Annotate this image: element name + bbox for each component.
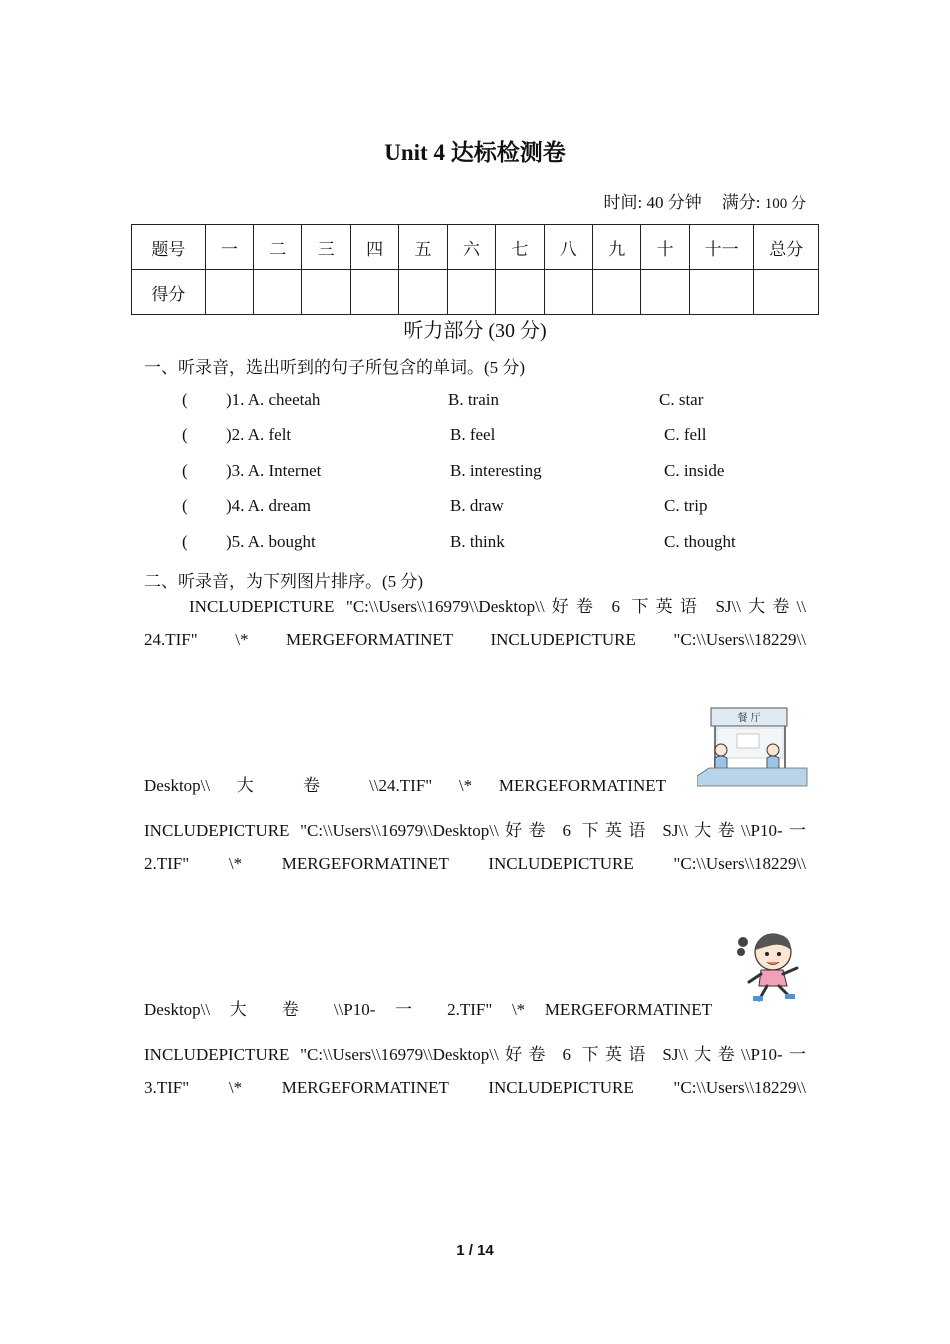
option-b: B. draw (450, 496, 504, 515)
score-cell[interactable] (641, 270, 689, 315)
answer-paren: ( (182, 390, 188, 409)
field-code-line: INCLUDEPICTURE "C:\\Users\\16979\\Desktop\\好卷 6 下英语 SJ\\大卷\\P10-一 (144, 821, 806, 840)
header-cell: 十一 (689, 225, 754, 270)
score-cell[interactable] (593, 270, 641, 315)
section-title: 听力部分 (30 分) (403, 320, 547, 342)
option-b: B. feel (450, 425, 496, 444)
field-code-line: 2.TIF" \* MERGEFORMATINET INCLUDEPICTURE "C:\\Users\\18229\\ (144, 854, 806, 873)
restaurant-picture (697, 706, 809, 792)
score-cell[interactable] (302, 270, 350, 315)
header-cell: 五 (399, 225, 447, 270)
option-c: C. trip (664, 496, 708, 515)
running-girl-picture (733, 928, 805, 1004)
answer-paren: ( (182, 532, 188, 551)
score-row-label: 得分 (132, 270, 206, 315)
score-cell[interactable] (447, 270, 495, 315)
question-2-heading: 二、听录音，为下列图片排序。(5 分) (144, 572, 424, 591)
exam-meta (604, 188, 806, 213)
option-c: C. fell (664, 425, 707, 444)
score-table-header-row (132, 225, 819, 270)
score-cell[interactable] (350, 270, 398, 315)
score-cell[interactable] (254, 270, 302, 315)
header-cell: 总分 (754, 225, 819, 270)
option-b: B. interesting (450, 461, 542, 480)
header-cell: 四 (350, 225, 398, 270)
option-a: )4. A. dream (226, 496, 311, 515)
page-title: Unit 4 达标检测卷 (384, 140, 566, 165)
field-code-line: 3.TIF" \* MERGEFORMATINET INCLUDEPICTURE "C:\\Users\\18229\\ (144, 1078, 806, 1097)
option-c: C. inside (664, 461, 725, 480)
option-a: )5. A. bought (226, 532, 316, 551)
answer-paren: ( (182, 461, 188, 480)
header-cell: 二 (254, 225, 302, 270)
option-c: C. star (659, 390, 704, 409)
header-cell: 三 (302, 225, 350, 270)
field-code-line: Desktop\\ 大 卷 \\P10- 一 2.TIF" \* MERGEFORMATINET (144, 1000, 712, 1019)
exam-time: 时间: 40 分钟 (603, 193, 702, 212)
score-cell[interactable] (544, 270, 592, 315)
option-a: )1. A. cheetah (226, 390, 321, 409)
score-cell[interactable] (754, 270, 819, 315)
header-cell: 十 (641, 225, 689, 270)
answer-paren: ( (182, 425, 188, 444)
header-cell: 八 (544, 225, 592, 270)
option-b: B. think (450, 532, 505, 551)
option-b: B. train (448, 390, 499, 409)
option-a: )3. A. Internet (226, 461, 322, 480)
score-cell[interactable] (399, 270, 447, 315)
score-cell[interactable] (205, 270, 253, 315)
field-code-line: INCLUDEPICTURE "C:\\Users\\16979\\Desktop\\好卷 6 下英语 SJ\\大卷\\ (189, 597, 806, 616)
full-score-label: 满分: (721, 193, 761, 212)
question-1-heading: 一、听录音，选出听到的句子所包含的单词。(5 分) (144, 358, 526, 377)
score-table (131, 224, 819, 315)
score-cell[interactable] (496, 270, 544, 315)
score-cell[interactable] (689, 270, 754, 315)
field-code-line: 24.TIF" \* MERGEFORMATINET INCLUDEPICTURE "C:\\Users\\18229\\ (144, 630, 806, 649)
header-cell: 六 (447, 225, 495, 270)
answer-paren: ( (182, 496, 188, 515)
page-number: 1 / 14 (456, 1242, 494, 1259)
header-cell: 一 (205, 225, 253, 270)
header-cell: 七 (496, 225, 544, 270)
header-cell: 九 (593, 225, 641, 270)
field-code-line: INCLUDEPICTURE "C:\\Users\\16979\\Desktop\\好卷 6 下英语 SJ\\大卷\\P10-一 (144, 1045, 806, 1064)
option-a: )2. A. felt (226, 425, 292, 444)
restaurant-sign: 餐 厅 (737, 713, 761, 724)
score-table-score-row (132, 270, 819, 315)
full-score-value: 100 分 (764, 196, 806, 212)
field-code-line: Desktop\\ 大 卷 \\24.TIF" \* MERGEFORMATINET (144, 776, 666, 795)
header-cell: 题号 (132, 225, 206, 270)
option-c: C. thought (664, 532, 736, 551)
